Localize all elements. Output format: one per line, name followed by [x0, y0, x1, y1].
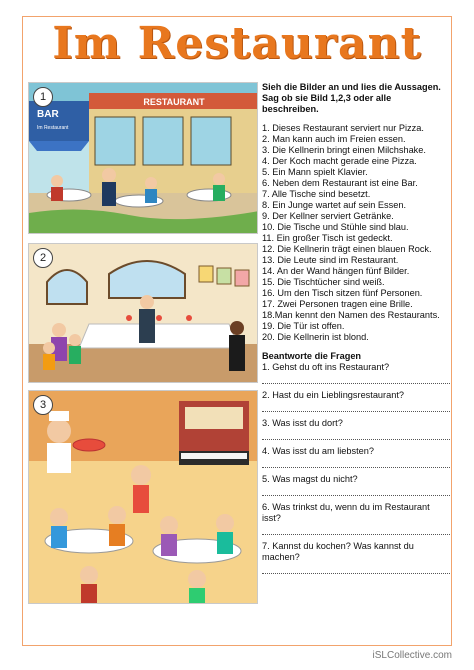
busy-restaurant-illustration	[29, 391, 258, 604]
restaurant-sign: RESTAURANT	[143, 97, 205, 107]
statement: 15. Die Tischtücher sind weiß.	[262, 277, 385, 287]
question: 6. Was trinkst du, wenn du im Restaurant isst?	[262, 502, 430, 523]
dining-room-illustration	[29, 244, 258, 383]
statement: 20. Die Kellnerin ist blond.	[262, 332, 369, 342]
statement: 11. Ein großer Tisch ist gedeckt.	[262, 233, 393, 243]
answer-line[interactable]	[262, 401, 450, 412]
page-title: Im Restaurant	[52, 18, 422, 69]
statement: 1. Dieses Restaurant serviert nur Pizza.	[262, 123, 424, 133]
picture-2	[28, 243, 258, 383]
statement: 17. Zwei Personen tragen eine Brille.	[262, 299, 413, 309]
answer-line[interactable]	[262, 563, 450, 574]
questions-title: Beantworte die Fragen	[262, 351, 362, 361]
question: 7. Kannst du kochen? Was kannst du machen?	[262, 541, 414, 562]
exercise-column	[262, 82, 450, 580]
statement-list	[262, 123, 450, 343]
statement: 18.Man kennt den Namen des Restaurants.	[262, 310, 440, 320]
answer-line[interactable]	[262, 457, 450, 468]
picture-3	[28, 390, 258, 604]
picture-number-3: 3	[33, 395, 53, 415]
question: 1. Gehst du oft ins Restaurant?	[262, 362, 390, 372]
question: 4. Was isst du am liebsten?	[262, 446, 374, 456]
bar-sign: BAR	[37, 109, 59, 120]
statement: 3. Die Kellnerin bringt einen Milchshake.	[262, 145, 426, 155]
statement: 5. Ein Mann spielt Klavier.	[262, 167, 368, 177]
statement: 13. Die Leute sind im Restaurant.	[262, 255, 399, 265]
statement: 8. Ein Junge wartet auf sein Essen.	[262, 200, 407, 210]
bar-subtext: Im Restaurant	[37, 125, 69, 131]
answer-line[interactable]	[262, 429, 450, 440]
picture-1	[28, 82, 258, 234]
footer-credit: iSLCollective.com	[372, 650, 452, 661]
question: 2. Hast du ein Lieblingsrestaurant?	[262, 390, 404, 400]
statement: 7. Alle Tische sind besetzt.	[262, 189, 371, 199]
picture-number-1: 1	[33, 87, 53, 107]
answer-line[interactable]	[262, 373, 450, 384]
statement: 12. Die Kellnerin trägt einen blauen Rock.	[262, 244, 432, 254]
statement: 10. Die Tische und Stühle sind blau.	[262, 222, 409, 232]
picture-number-2: 2	[33, 248, 53, 268]
instructions: Sieh die Bilder an und lies die Aussagen. Sag ob sie Bild 1,2,3 oder alle beschreiben.	[262, 82, 441, 114]
statement: 4. Der Koch macht gerade eine Pizza.	[262, 156, 417, 166]
statement: 19. Die Tür ist offen.	[262, 321, 345, 331]
question: 3. Was isst du dort?	[262, 418, 343, 428]
statement: 14. An der Wand hängen fünf Bilder.	[262, 266, 410, 276]
statement: 9. Der Kellner serviert Getränke.	[262, 211, 394, 221]
answer-line[interactable]	[262, 485, 450, 496]
answer-line[interactable]	[262, 524, 450, 535]
statement: 6. Neben dem Restaurant ist eine Bar.	[262, 178, 418, 188]
statement: 16. Um den Tisch sitzen fünf Personen.	[262, 288, 423, 298]
restaurant-exterior-illustration	[29, 83, 258, 234]
statement: 2. Man kann auch im Freien essen.	[262, 134, 406, 144]
question: 5. Was magst du nicht?	[262, 474, 358, 484]
